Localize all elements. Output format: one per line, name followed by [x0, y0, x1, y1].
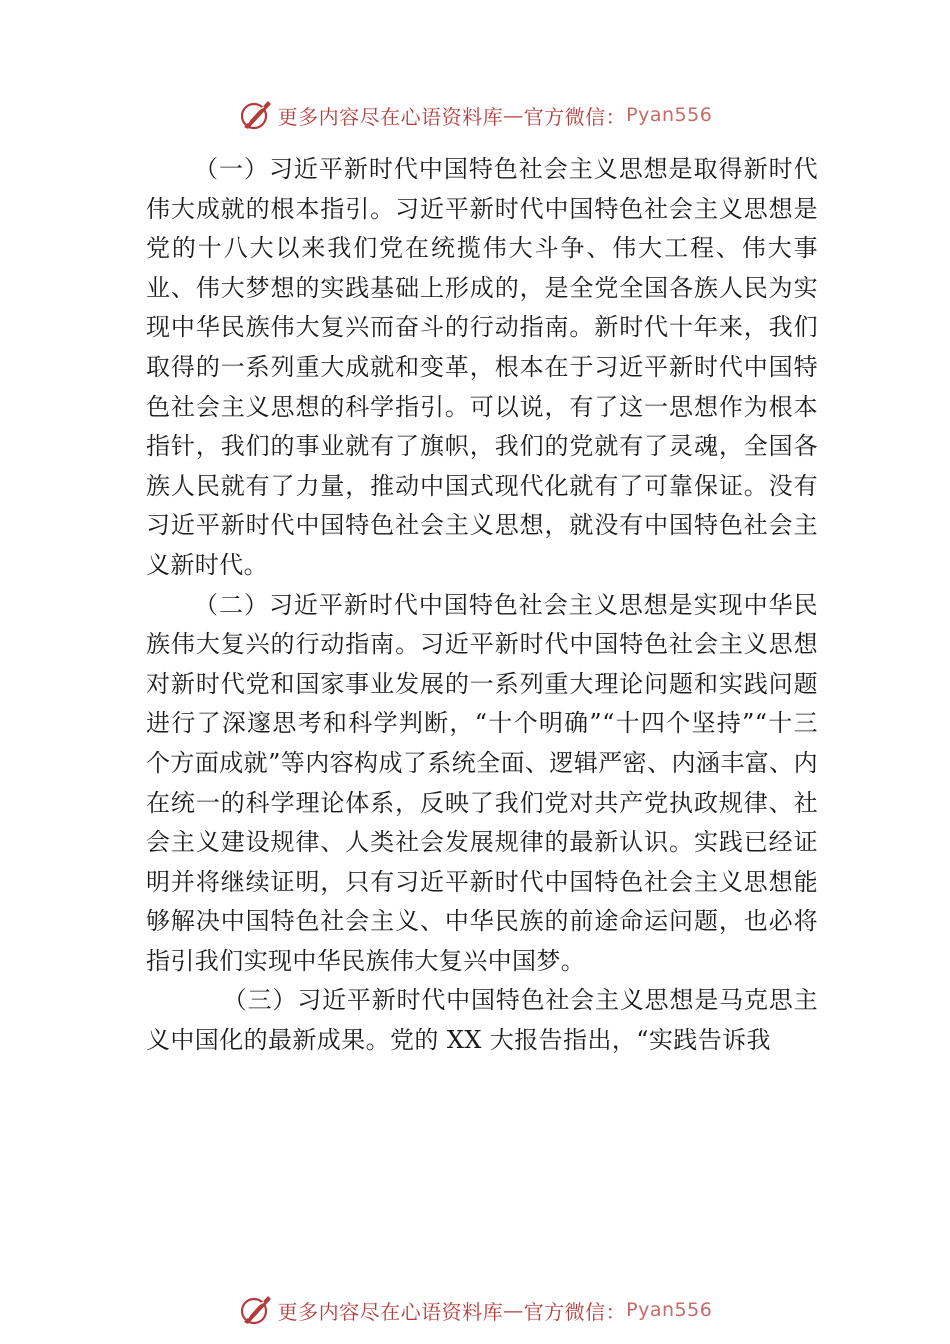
paragraph-3: （三）习近平新时代中国特色社会主义思想是马克思主义中国化的最新成果。党的 XX 大报告指出，“实践告诉我 [146, 986, 818, 1055]
pen-logo-icon [238, 97, 274, 133]
header-account-id: Pyan556 [626, 104, 713, 126]
document-body [146, 150, 818, 1061]
header-banner [0, 93, 950, 137]
paragraph-1: （一）习近平新时代中国特色社会主义思想是取得新时代伟大成就的根本指引。习近平新时代中国特色社会主义思想是党的十八大以来我们党在统揽伟大斗争、伟大工程、伟大事业、伟大梦想的实践基础上形成的，是全党全国各族人民为实现中华民族伟大复兴而奋斗的行动指南。新时代十年来，我们取得的一系列重大成就和变革，根本在于习近平新时代中国特色社会主义思想的科学指引。可以说，有了这一思想作为根本指针，我们的事业就有了旗帜，我们的党就有了灵魂，全国各族人民就有了力量，推动中国式现代化就有了可靠保证。没有习近平新时代中国特色社会主义思想，就没有中国特色社会主义新时代。 [146, 155, 818, 579]
header-account-label: 官方微信： [523, 104, 627, 129]
footer-banner [0, 1288, 950, 1332]
footer-brand-text: 更多内容尽在心语资料库 [277, 1299, 504, 1324]
pen-logo-icon [238, 1292, 274, 1328]
footer-account-id: Pyan556 [626, 1299, 713, 1321]
header-brand-text: 更多内容尽在心语资料库 [277, 104, 504, 129]
header-separator: — [503, 103, 524, 127]
footer-separator: — [503, 1298, 524, 1322]
footer-account-label: 官方微信： [523, 1299, 627, 1324]
paragraph-2: （二）习近平新时代中国特色社会主义思想是实现中华民族伟大复兴的行动指南。习近平新时代中国特色社会主义思想对新时代党和国家事业发展的一系列重大理论问题和实践问题进行了深邃思考和科学判断，“十个明确”“十四个坚持”“十三个方面成就”等内容构成了系统全面、逻辑严密、内涵丰富、内在统一的科学理论体系，反映了我们党对共产党执政规律、社会主义建设规律、人类社会发展规律的最新认识。实践已经证明并将继续证明，只有习近平新时代中国特色社会主义思想能够解决中国特色社会主义、中华民族的前途命运问题，也必将指引我们实现中华民族伟大复兴中国梦。 [146, 590, 818, 975]
